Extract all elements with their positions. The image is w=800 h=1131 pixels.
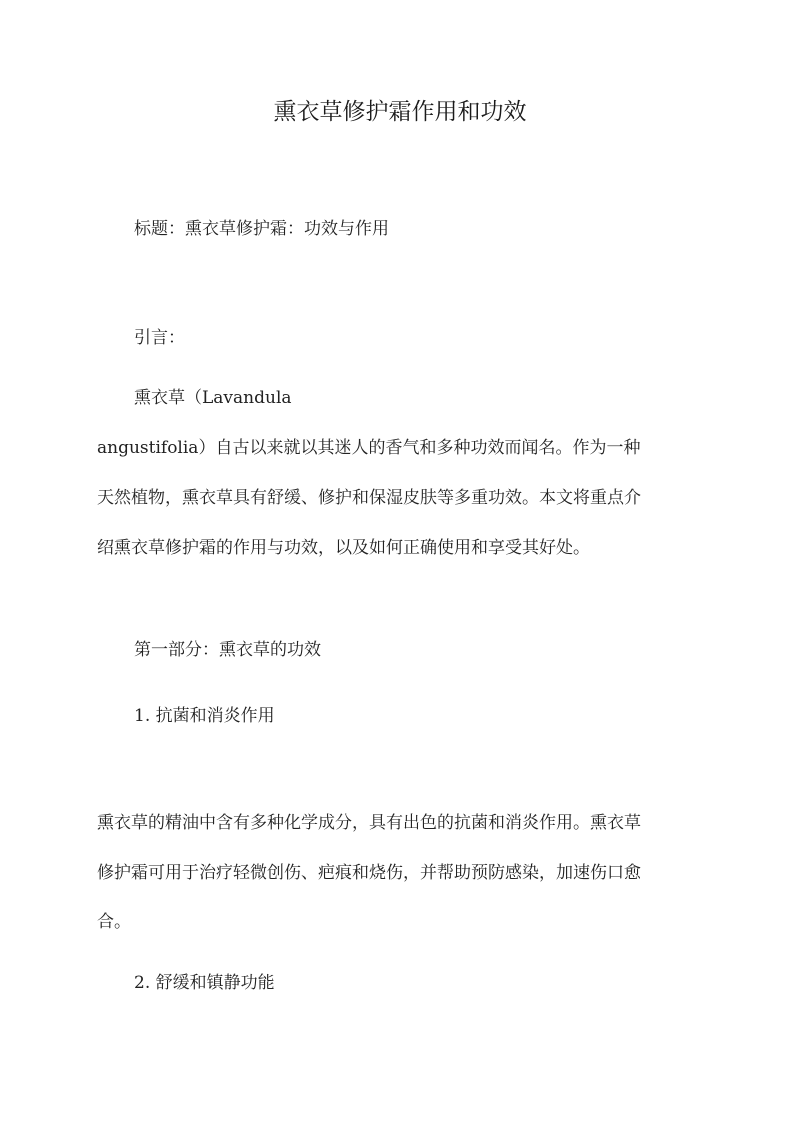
item1-heading: 1. 抗菌和消炎作用 — [134, 706, 275, 726]
intro-line-3: 天然植物，熏衣草具有舒缓、修护和保湿皮肤等多重功效。本文将重点介 — [97, 488, 641, 508]
item2-heading: 2. 舒缓和镇静功能 — [134, 973, 275, 993]
intro-line-2: angustifolia）自古以来就以其迷人的香气和多种功效而闻名。作为一种 — [97, 438, 641, 458]
heading-line: 标题：熏衣草修护霜：功效与作用 — [134, 219, 389, 239]
item1-line-1: 熏衣草的精油中含有多种化学成分，具有出色的抗菌和消炎作用。熏衣草 — [97, 813, 641, 833]
part1-heading: 第一部分：熏衣草的功效 — [134, 640, 321, 660]
item1-line-2: 修护霜可用于治疗轻微创伤、疤痕和烧伤，并帮助预防感染，加速伤口愈 — [97, 863, 641, 883]
intro-label: 引言： — [134, 328, 185, 348]
document-title: 熏衣草修护霜作用和功效 — [273, 99, 527, 125]
intro-line-4: 绍熏衣草修护霜的作用与功效，以及如何正确使用和享受其好处。 — [97, 538, 590, 558]
item1-line-3: 合。 — [97, 912, 131, 932]
intro-line-1: 熏衣草（Lavandula — [134, 388, 292, 408]
